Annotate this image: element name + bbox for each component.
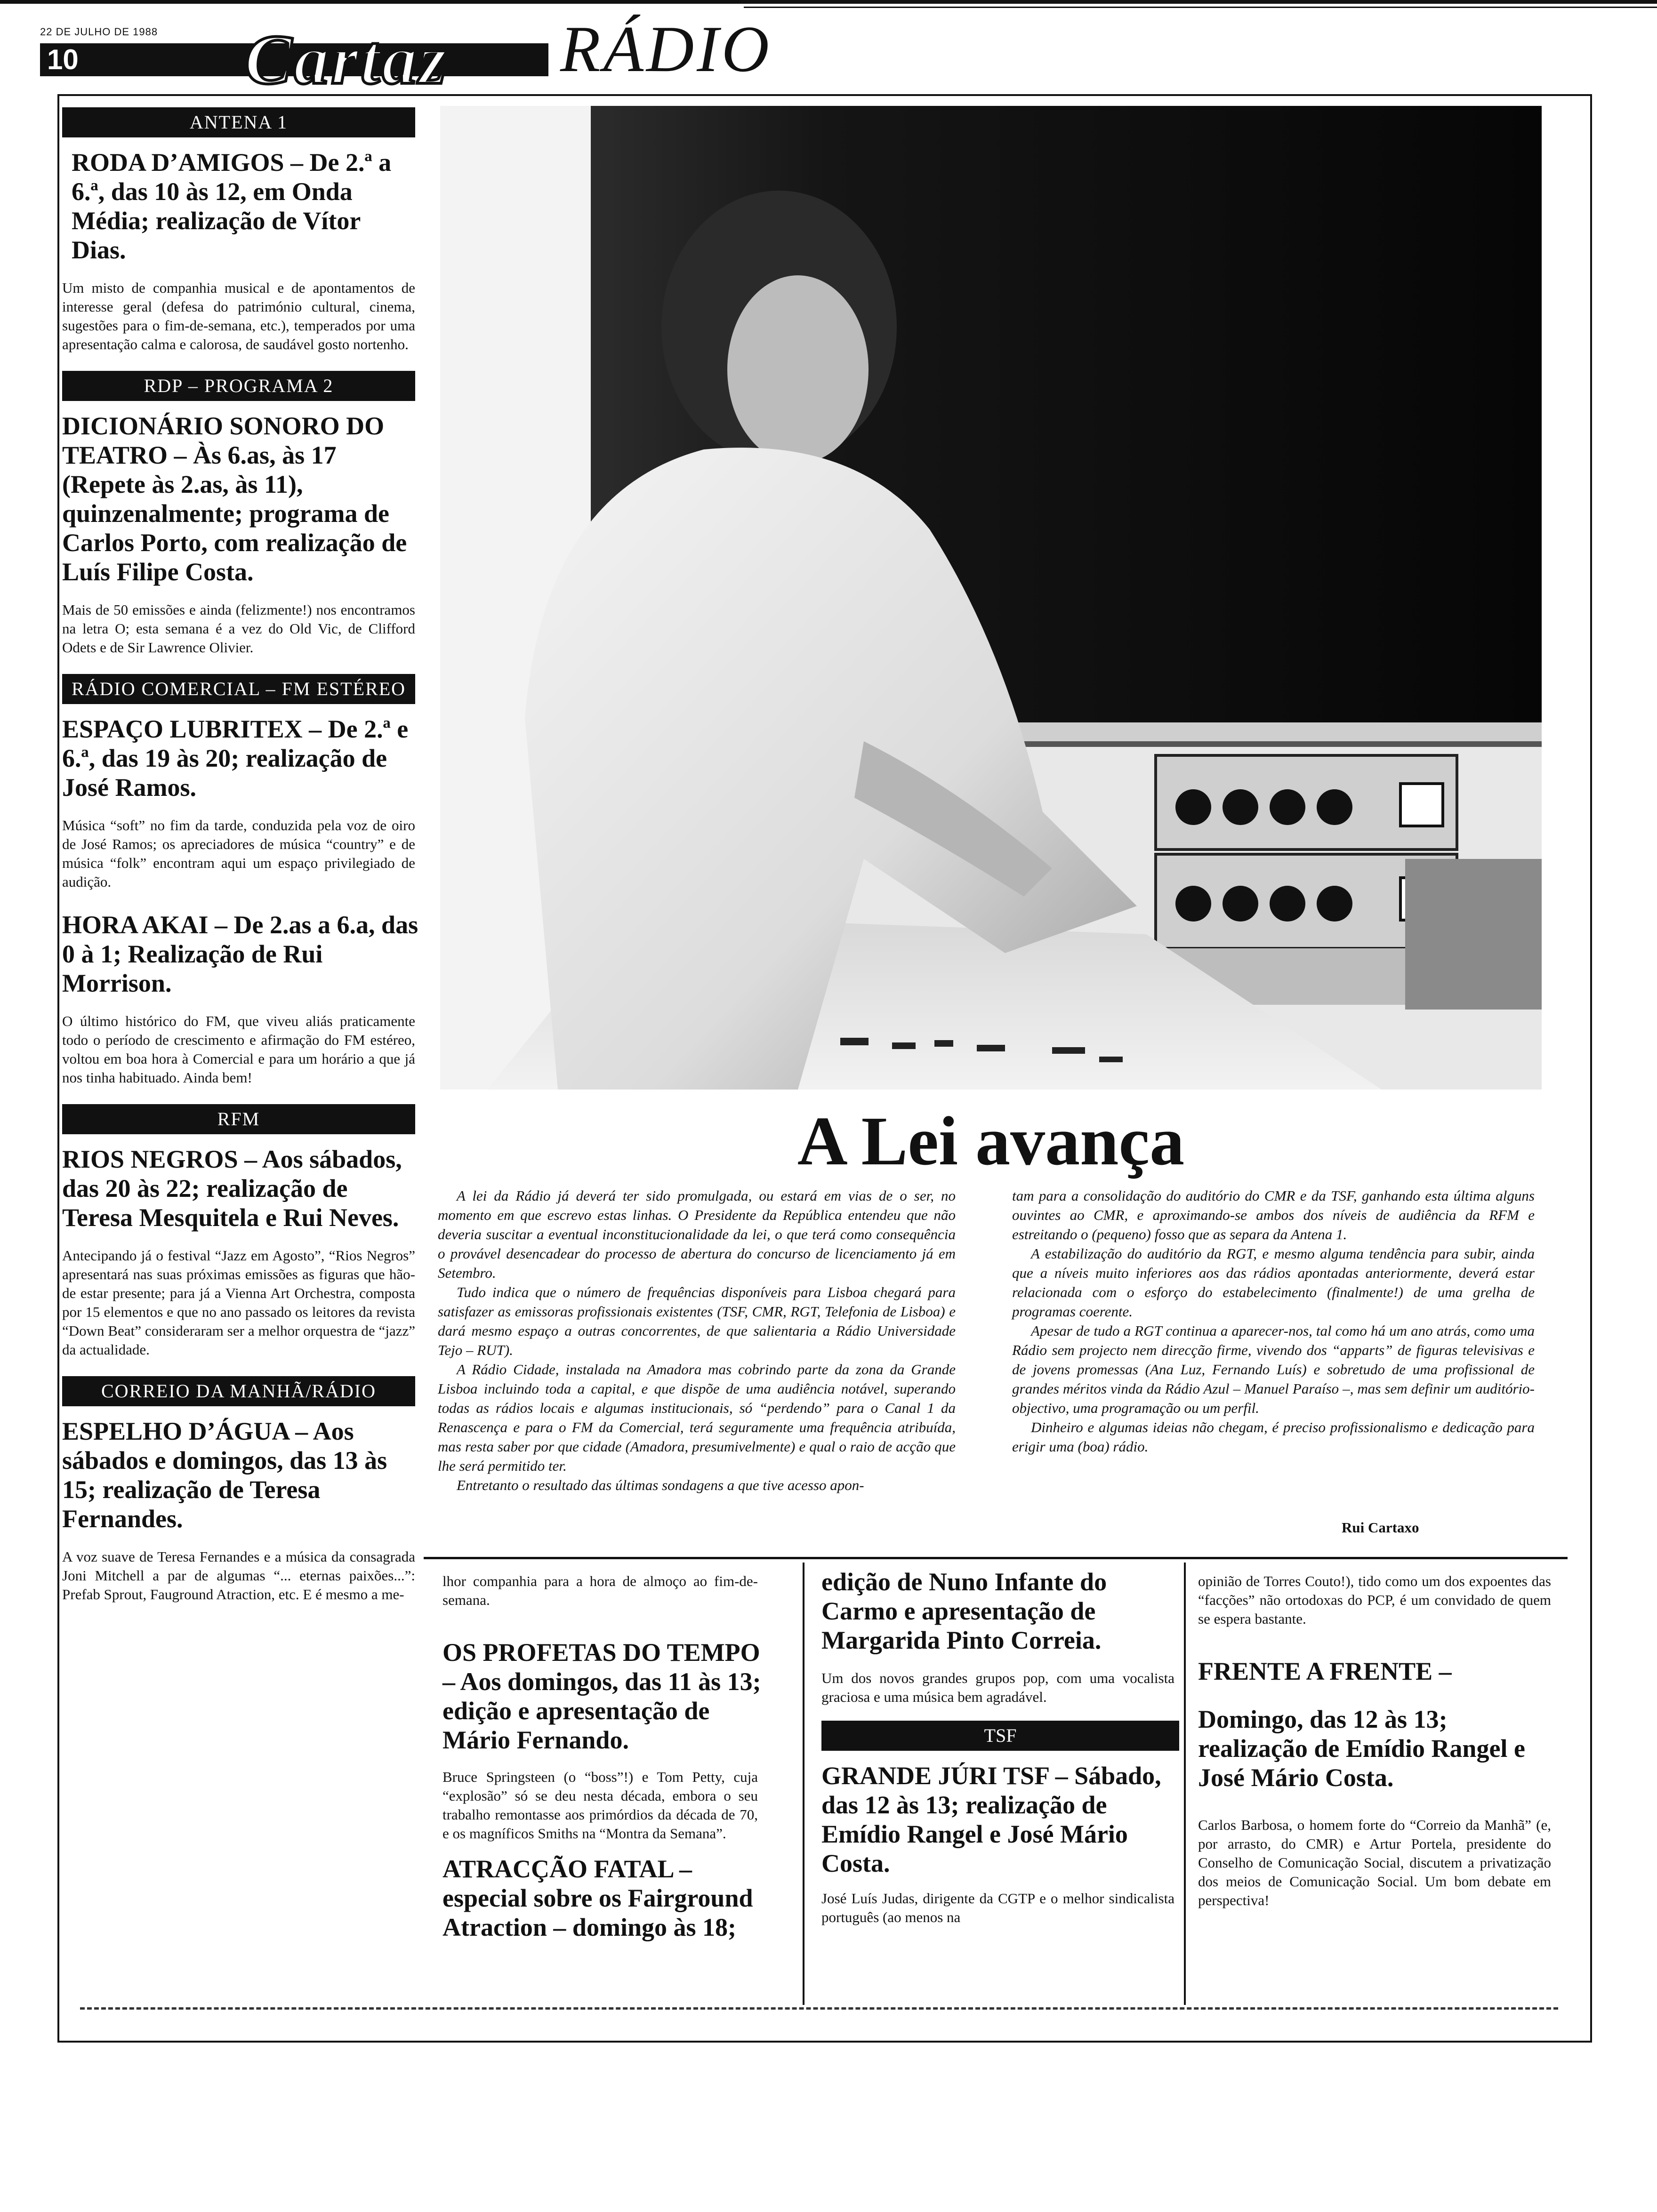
profetas-title: OS PROFETAS DO TEMPO – Aos domingos, das 11 às 13; edição e apresentação de Mário Fernando. <box>442 1638 761 1754</box>
rdp2-body: Mais de 50 emissões e ainda (felizmente!) nos encontramos na letra O; esta semana é a vez do Old Vic, de Clifford Odets e de Sir Lawrence Olivier. <box>62 601 415 656</box>
correio-header: CORREIO DA MANHÃ/RÁDIO <box>62 1376 415 1406</box>
studio-photo <box>440 106 1542 1090</box>
continued-text: opinião de Torres Couto!), tido como um dos expoentes das “facções” não ortodoxas do PCP, é um convidado de quem se espera bastante. <box>1198 1573 1551 1627</box>
left-column <box>62 107 420 1604</box>
correio-title: ESPELHO D’ÁGUA – Aos sábados e domingos, das 13 às 15; realização de Teresa Fernandes. <box>62 1417 387 1533</box>
bottom-dashed-rule <box>80 2007 1558 2010</box>
column-rule <box>803 1563 804 2005</box>
article-paragraph: Apesar de tudo a RGT continua a aparecer-nos, tal como há um ano atrás, como uma Rádio sem projecto nem direcção firme, vivendo dos “apparts” de figuras televisivas e de jovens promessas (Ana Luz, Fernando Luís) e sobretudo de uma profissional de grandes méritos vinda da Rádio Azul – Manuel Paraíso –, mas sem definir um auditório-objectivo, uma programação ou um perfil. <box>1012 1322 1535 1416</box>
column-rule <box>1184 1563 1186 2005</box>
frente-a-frente-schedule: Domingo, das 12 às 13; realização de Emídio Rangel e José Mário Costa. <box>1198 1705 1525 1792</box>
antena1-header: ANTENA 1 <box>62 107 415 137</box>
rfm-title: RIOS NEGROS – Aos sábados, das 20 às 22; realização de Teresa Mesquitela e Rui Neves. <box>62 1145 402 1232</box>
cartaz-logo: Cartaz <box>245 21 449 99</box>
page-number: 10 <box>47 44 79 75</box>
grande-juri-title: GRANDE JÚRI TSF – Sábado, das 12 às 13; realização de Emídio Rangel e José Mário Costa. <box>821 1762 1161 1877</box>
article-headline: A Lei avança <box>797 1103 1185 1180</box>
tsf-header: TSF <box>821 1721 1179 1751</box>
top-rule-thin <box>744 7 1657 8</box>
article-paragraph: A lei da Rádio já deverá ter sido promulgada, ou estará em vias de o ser, no momento em que escrevo estas linhas. O Presidente da República entendeu que não deveria suscitar a eventual inconstitucionalidade da lei, o que terá como consequência o provável desencadear do processo de abertura do concurso de licenciamento já em Setembro. <box>438 1187 956 1281</box>
article-paragraph: Tudo indica que o número de frequências disponíveis para Lisboa chegará para satisfazer as emissoras profissionais existentes (TSF, CMR, RGT, Telefonia de Lisboa) e dará mesmo espaço a outras concorrentes, de que salientaria a Rádio Universidade Tejo – RUT). <box>438 1284 956 1358</box>
comercial-title-2: HORA AKAI – De 2.as a 6.a, das 0 à 1; Realização de Rui Morrison. <box>62 911 418 997</box>
issue-date: 22 DE JULHO DE 1988 <box>40 26 158 38</box>
frente-a-frente-title: FRENTE A FRENTE – <box>1198 1657 1452 1685</box>
continued-body: Um dos novos grandes grupos pop, com uma vocalista graciosa e uma música bem agradável. <box>821 1670 1174 1705</box>
article-column-2 <box>1012 1186 1535 1456</box>
correio-body: A voz suave de Teresa Fernandes e a música da consagrada Joni Mitchell a par de algumas “... eternas paixões...”: Prefab Sprout, Fauground Atraction, etc. E é mesmo a me- <box>62 1548 415 1603</box>
comercial-title-1: ESPAÇO LUBRITEX – De 2.ª e 6.ª, das 19 às 20; realização de José Ramos. <box>62 715 409 801</box>
antena1-title: RODA D’AMIGOS – De 2.ª a 6.ª, das 10 às 12, em Onda Média; realização de Vítor Dias. <box>72 148 392 264</box>
article-paragraph: tam para a consolidação do auditório do CMR e da TSF, ganhando esta última alguns ouvintes ao CMR, e aproximando-se ambos dos níveis de audiência da RFM e estreitando o (pequeno) fosso que as separa da Antena 1. <box>1012 1187 1535 1242</box>
rdp2-title: DICIONÁRIO SONORO DO TEATRO – Às 6.as, às 17 (Repete às 2.as, às 11), quinzenalmente; programa de Carlos Porto, com realização de Luís Filipe Costa. <box>62 412 407 586</box>
lower-column-b <box>442 1567 763 1942</box>
top-rule <box>0 0 1657 4</box>
article-paragraph: A Rádio Cidade, instalada na Amadora mas cobrindo parte da zona da Grande Lisboa incluindo toda a capital, e que dispõe de uma audiência notável, superando todas as rádios locais e algumas institucionais, só “perdendo” para o Canal 1 da Renascença e para o FM da Comercial, terá seguramente uma frequência atribuída, mas resta saber por que cidade (Amadora, presumivelmente) e qual o raio de acção que lhe será permitido ter. <box>438 1361 956 1474</box>
article-paragraph: Dinheiro e algumas ideias não chegam, é preciso profissionalismo e dedicação para erigir uma (boa) rádio. <box>1012 1419 1535 1455</box>
article-paragraph: A estabilização do auditório da RGT, e mesmo alguma tendência para subir, ainda que a níveis muito inferiores aos das rádios apontadas anteriormente, deverá estar relacionada com o esforço do estabelecimento (finalmente!) de uma grelha de programas coerente. <box>1012 1245 1535 1320</box>
comercial-body-2: O último histórico do FM, que viveu aliás praticamente todo o período de crescimento e afirmação do FM estéreo, voltou em boa hora à Comercial e para um horário a que já nos tinha habituado. Ainda bem! <box>62 1013 415 1086</box>
article-bottom-rule <box>424 1557 1568 1559</box>
rfm-header: RFM <box>62 1104 415 1134</box>
article-column-1 <box>438 1186 956 1495</box>
frente-a-frente-body: Carlos Barbosa, o homem forte do “Correio da Manhã” (e, por arrasto, do CMR) e Artur Portela, presidente do Conselho de Comunicação Social, discutem a privatização dos meios de Comunicação Social. Um bom debate em perspectiva! <box>1198 1817 1551 1908</box>
comercial-body-1: Música “soft” no fim da tarde, conduzida pela voz de oiro de José Ramos; os apreciadores de música “country” e de música “folk” encontram aqui um espaço privilegiado de audição. <box>62 817 415 890</box>
antena1-body: Um misto de companhia musical e de apontamentos de interesse geral (defesa do património cultural, cinema, sugestões para o fim-de-semana, etc.), temperados por uma apresentação calma e calorosa, de saudável gosto nortenho. <box>62 280 415 353</box>
section-title: RÁDIO <box>560 13 772 86</box>
rfm-body: Antecipando já o festival “Jazz em Agosto”, “Rios Negros” apresentará nas suas próximas emissões as figuras que hão-de estar presente; para já a Vienna Art Orchestra, composta por 15 elementos e que no ano passado os leitores da revista “Down Beat” consideraram ser a melhor orquestra de “jazz” da actualidade. <box>62 1247 415 1358</box>
grande-juri-body: José Luís Judas, dirigente da CGTP e o melhor sindicalista português (ao menos na <box>821 1890 1174 1925</box>
atraccao-title: ATRACÇÃO FATAL – especial sobre os Fairground Atraction – domingo às 18; <box>442 1855 753 1941</box>
continued-title: edição de Nuno Infante do Carmo e apresentação de Margarida Pinto Correia. <box>821 1568 1107 1654</box>
comercial-header: RÁDIO COMERCIAL – FM ESTÉREO <box>62 674 415 704</box>
lower-column-d <box>1198 1567 1556 1910</box>
rdp2-header: RDP – PROGRAMA 2 <box>62 371 415 401</box>
article-byline: Rui Cartaxo <box>1342 1519 1419 1536</box>
profetas-body: Bruce Springsteen (o “boss”!) e Tom Petty, cuja “explosão” só se deu nesta década, embora o seu trabalho remontasse aos primórdios da década de 70, e os magníficos Smiths na “Montra da Semana”. <box>442 1769 758 1842</box>
lower-column-c <box>821 1567 1179 1927</box>
continued-text: lhor companhia para a hora de almoço ao fim-de-semana. <box>442 1573 758 1608</box>
article-paragraph: Entretanto o resultado das últimas sondagens a que tive acesso apon- <box>457 1477 864 1493</box>
